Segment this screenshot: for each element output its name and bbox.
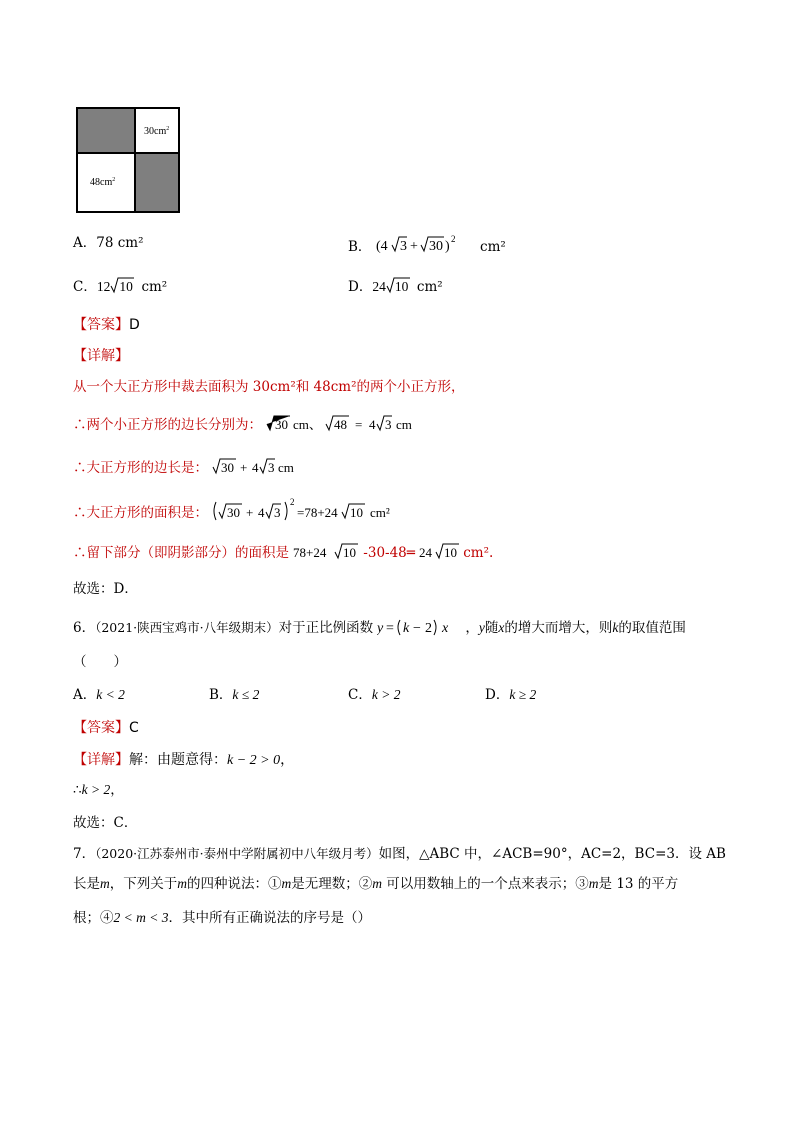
svg-text:cm²: cm² <box>370 505 391 520</box>
q5-detail-line4: ∴大正方形的面积是： 30 + 4 3 2 =78+24 10 cm² <box>73 496 412 526</box>
option-d: D．24 10 cm² <box>348 276 443 296</box>
svg-text:y: y <box>377 621 384 636</box>
q7-line2: 长是m，下列关于m的四种说法：①m是无理数；②m 可以用数轴上的一个点来表示；③m是 13 的平方 <box>73 876 679 892</box>
q6-paren: （ ） <box>73 654 127 670</box>
svg-text:3: 3 <box>274 505 281 520</box>
svg-text:x: x <box>442 621 449 636</box>
svg-text:+: + <box>246 505 254 520</box>
svg-text:): ) <box>444 239 450 254</box>
svg-text:+: + <box>240 460 248 475</box>
svg-text:30: 30 <box>428 239 443 254</box>
q6-option-a: A．k < 2 <box>73 687 125 703</box>
option-a: A．78 cm² <box>73 235 144 251</box>
line2-formula <box>266 413 438 435</box>
svg-text:10: 10 <box>343 545 357 560</box>
svg-text:4: 4 <box>258 505 265 520</box>
svg-text:3: 3 <box>268 460 275 475</box>
line3-formula <box>212 456 312 478</box>
label-48cm2: $48cm^2$ <box>90 177 116 188</box>
option-b-formula <box>376 234 476 258</box>
line5-formula-b <box>419 541 463 563</box>
svg-text:−: − <box>413 621 422 636</box>
svg-text:10: 10 <box>350 505 364 520</box>
svg-text:30: 30 <box>275 417 289 432</box>
q6-stem: 6．（2021·陕西宝鸡市·八年级期末）对于正比例函数 y = k − 2 x ，y随x的增大而增大，则k的取值范围 <box>73 617 686 637</box>
svg-text:cm: cm <box>278 460 295 475</box>
q5-detail-tag: 【详解】 <box>73 348 129 364</box>
svg-text:24: 24 <box>419 545 433 560</box>
svg-text:3: 3 <box>385 417 392 432</box>
label-30cm2: $30cm^2$ <box>144 126 170 137</box>
svg-text:=78+24: =78+24 <box>297 505 338 520</box>
svg-text:3: 3 <box>399 239 407 254</box>
q6-conclusion: 故选：C． <box>73 815 138 831</box>
q7-line3: 根；④2 < m < 3．其中所有正确说法的序号是（） <box>73 910 371 926</box>
q5-detail-line2: ∴两个小正方形的边长分别为： 30 cm、 48 = 4 3 cm <box>73 413 438 435</box>
q5-conclusion: 故选：D． <box>73 581 138 597</box>
q6-option-c: C．k > 2 <box>348 687 401 703</box>
line4-formula <box>212 496 412 526</box>
svg-text:10: 10 <box>444 545 458 560</box>
q6-answer: 【答案】C <box>73 720 139 736</box>
svg-text:2: 2 <box>450 234 456 244</box>
q6-option-b: B．k ≤ 2 <box>209 687 260 703</box>
line5-formula-a <box>293 541 363 563</box>
q5-answer: 【答案】D <box>73 317 140 333</box>
option-c: C．12 10 cm² <box>73 276 167 296</box>
svg-text:4: 4 <box>252 460 259 475</box>
svg-text:4: 4 <box>369 417 376 432</box>
svg-text:2: 2 <box>425 621 433 636</box>
option-b: B． (4 3 + 30 ) 2 cm² <box>348 234 506 258</box>
q7-line1: 7．（2020·江苏泰州市·泰州中学附属初中八年级月考）如图，△ABC 中，∠ACB=90°，AC=2，BC=3．设 AB <box>73 846 726 862</box>
svg-text:48: 48 <box>334 417 348 432</box>
svg-text:(4: (4 <box>375 239 388 254</box>
svg-text:k: k <box>403 621 410 636</box>
svg-text:cm、: cm、 <box>293 417 323 432</box>
q5-detail-line1: 从一个大正方形中裁去面积为 30cm²和 48cm²的两个小正方形， <box>73 379 465 395</box>
svg-text:30: 30 <box>221 460 235 475</box>
svg-text:cm: cm <box>396 417 413 432</box>
area-figure <box>76 107 180 213</box>
q6-option-d: D．k ≥ 2 <box>485 687 537 703</box>
svg-text:=: = <box>355 417 363 432</box>
q6-therefore: ∴k > 2， <box>73 782 124 798</box>
q6-detail: 【详解】解：由题意得：k − 2 > 0， <box>73 752 295 768</box>
q5-detail-line3: ∴大正方形的边长是： 30 + 4 3 cm <box>73 456 312 478</box>
svg-text:30: 30 <box>227 505 241 520</box>
svg-text:=: = <box>386 621 395 636</box>
svg-text:2: 2 <box>290 497 295 507</box>
svg-text:78+24: 78+24 <box>293 545 327 560</box>
shaded-square-top-left <box>77 108 135 153</box>
q5-detail-line5: ∴留下部分（即阴影部分）的面积是 78+24 10 -30-48═ 24 10 cm². <box>73 541 493 563</box>
shaded-square-bottom-right <box>135 153 179 212</box>
q6-function <box>377 617 465 637</box>
svg-text:+: + <box>409 239 418 254</box>
